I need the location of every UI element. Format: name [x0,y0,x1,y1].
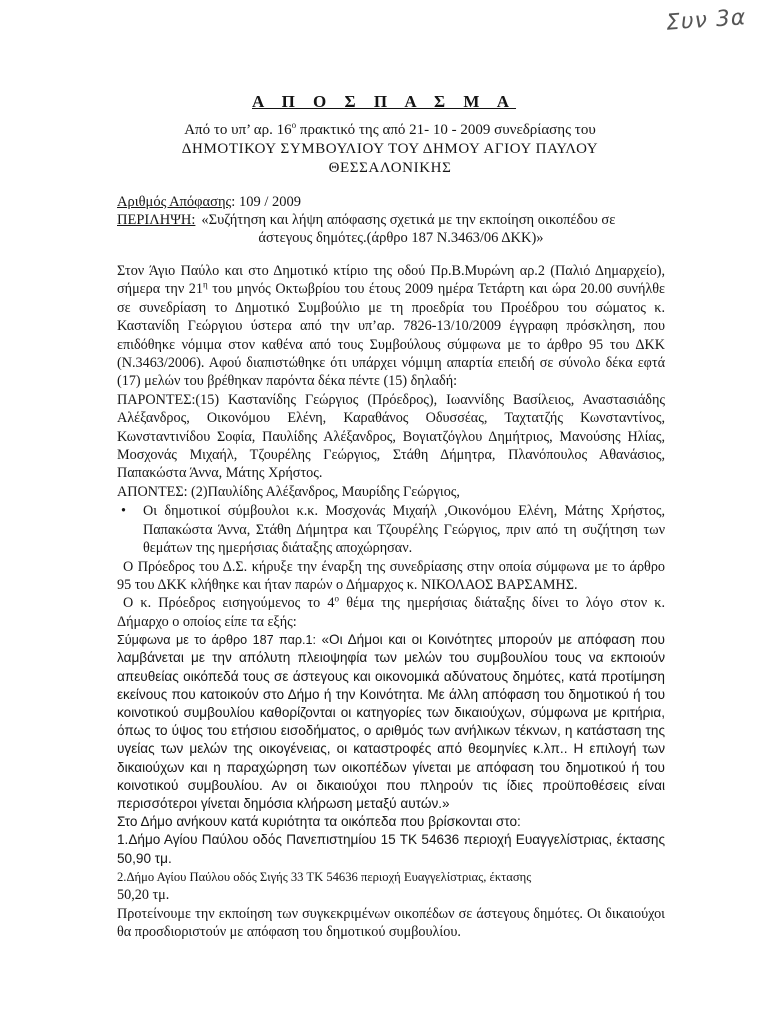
document-body [117,262,665,941]
plot-1: 1.Δήμο Αγίου Παύλου οδός Πανεπιστημίου 15 ΤΚ 54636 περιοχή Ευαγγελίστριας, έκτασης 50,90 τμ. [117,832,665,866]
header-line-2: ΔΗΜΟΤΙΚΟΥ ΣΥΜΒΟΥΛΙΟΥ ΤΟΥ ΔΗΜΟΥ ΑΓΙΟΥ ΠΑΥΛΟΥ [181,141,599,157]
decision-number-label: Αριθμός Απόφασης [117,194,232,210]
header-line-1: Από το υπ’ αρ. $16^o$ πρακτικό της από 21- 10 - 2009 συνεδρίασης του [184,120,596,138]
summary-text: «Συζήτηση και λήψη απόφασης σχετικά με την εκποίηση οικοπέδου σε άστεγους δημότες.(άρθρο 187 Ν.3463/06 ΔΚΚ)» [201,212,616,246]
mayor-paragraph: Ο Πρόεδρος του Δ.Σ. κήρυξε την έναρξη της συνεδρίασης στην οποία σύμφωνα με το άρθρο 95 του ΔΚΚ κλήθηκε και ήταν παρών ο Δήμαρχος κ. ΝΙΚΟΛΑΟΣ ΒΑΡΣΑΜΗΣ. [117,558,665,593]
summary-row [117,211,677,247]
proposal-paragraph: Προτείνουμε την εκποίηση των συγκεκριμένων οικοπέδων σε άστεγους δημότες. Οι δικαιούχοι θα προσδιοριστούν με απόφαση του δημοτικού συμβουλίου. [117,905,665,940]
topic-paragraph: Ο κ. Πρόεδρος εισηγούμενος το $4^o$ θέμα της ημερήσιας διάταξης δίνει το λόγο στον κ. Δήμαρχο ο οποίος είπε τα εξής: [117,593,665,630]
decision-number-value: : 109 / 2009 [231,194,301,210]
handwritten-note: Συν 3α [664,5,747,36]
summary-label: ΠΕΡΙΛΗΨΗ: [117,212,196,228]
law-quote: Σύμφωνα με το άρθρο 187 παρ.1: «Οι Δήμοι και οι Κοινότητες μπορούν με απόφαση που λαμβάνεται με την απόλυτη πλειοψηφία των μελών του συμβουλίου τους να εκποιούν απευθείας οικόπεδά τους σε άστεγους και οικονομικά αδύνατους δημότες, κατά προτίμηση εκείνους που κατοικούν στο Δήμο ή την Κοινότητα. Με άλλη απόφαση του δημοτικού ή του κοινοτικού συμβουλίου καθορίζονται οι κατηγορίες των δικαιούχων, σύμφωνα με κριτήρια, όπως το ύψος του ετήσιου εισοδήματος, ο αριθμός των ανήλικων τέκνων, η κατάσταση της υγείας των μελών της οικογένειας, οι καταστροφές από θεομηνίες κ.λπ.. Η επιλογή των δικαιούχων και η παραχώρηση των οικοπέδων γίνεται με απόφαση του δημοτικού ή του κοινοτικού συμβουλίου. Αν οι δικαιούχοι που πληρούν τις ίδιες προϋποθέσεις είναι περισσότεροι γίνεται δημόσια κλήρωση μεταξύ αυτών.» [117,632,665,811]
document-header [150,121,630,178]
header-line-3: ΘΕΣΣΑΛΟΝΙΚΗΣ [328,160,452,176]
departed-members: • Οι δημοτικοί σύμβουλοι κ.κ. Μοσχονάς Μιχαήλ ,Οικονόμου Ελένη, Μάτης Χρήστος, Παπακώστα Άννα, Στάθη Δήμητρα και Τζουρέλης Γεώργιος, πριν από τη συζήτηση των θεμάτων της ημερήσιας διάταξης αποχώρησαν. [117,502,665,557]
bullet-icon: • [121,503,126,520]
present-members: ΠΑΡΟΝΤΕΣ:(15) Καστανίδης Γεώργιος (Πρόεδρος), Ιωαννίδης Βασίλειος, Αναστασιάδης Αλέξανδρος, Οικονόμου Ελένη, Καραθάνος Οδυσσέας, Ταχτατζής Κωνσταντίνος, Κωνσταντινίδου Σοφία, Παυλίδης Αλέξανδρος, Βογιατζόγλου Δημήτριος, Μανούσης Ηλίας, Μοσχονάς Μιχαήλ, Τζουρέλης Γεώργιος, Στάθη Δήμητρα, Πλανόπουλος Αθανάσιος, Παπακώστα Άννα, Μάτης Χρήστος. [117,391,665,482]
document-title: Α Π Ο Σ Π Α Σ Μ Α [251,92,517,111]
plots-intro: Στο Δήμο ανήκουν κατά κυριότητα τα οικόπεδα που βρίσκονται στο: [117,814,521,830]
plot-2: 2.Δήμο Αγίου Παύλου οδός Σιγής 33 ΤΚ 54636 περιοχή Ευαγγελίστριας, έκτασης 50,20 τμ. [117,869,532,904]
intro-paragraph: Στον Άγιο Παύλο και στο Δημοτικό κτίριο της οδού Πρ.Β.Μυρώνη αρ.2 (Παλιό Δημαρχείο), σήμερα την $21^\eta$ του μηνός Οκτωβρίου του έτους 2009 ημέρα Τετάρτη και ώρα 20.00 συνήλθε σε συνεδρίαση το Δημοτικό Συμβούλιο με τη προεδρία του Προέδρου του σώματος κ. Καστανίδη Γεώργιου ύστερα από την υπ’αρ. 7826-13/10/2009 έγγραφη πρόσκληση, που επιδόθηκε νόμιμα στον καθένα από τους Συμβούλους σύμφωνα με το άρθρο 95 του ΔΚΚ (Ν.3463/2006). Αφού διαπιστώθηκε ότι υπάρχει νόμιμη απαρτία επειδή σε σύνολο δέκα εφτά (17) μελών του βρέθηκαν παρόντα δέκα πέντε (15) δηλαδή: [117,263,665,390]
absent-members: ΑΠΟΝΤΕΣ: (2)Παυλίδης Αλέξανδρος, Μαυρίδης Γεώργιος, [117,483,460,500]
decision-block [117,193,677,247]
decision-number [117,193,677,211]
